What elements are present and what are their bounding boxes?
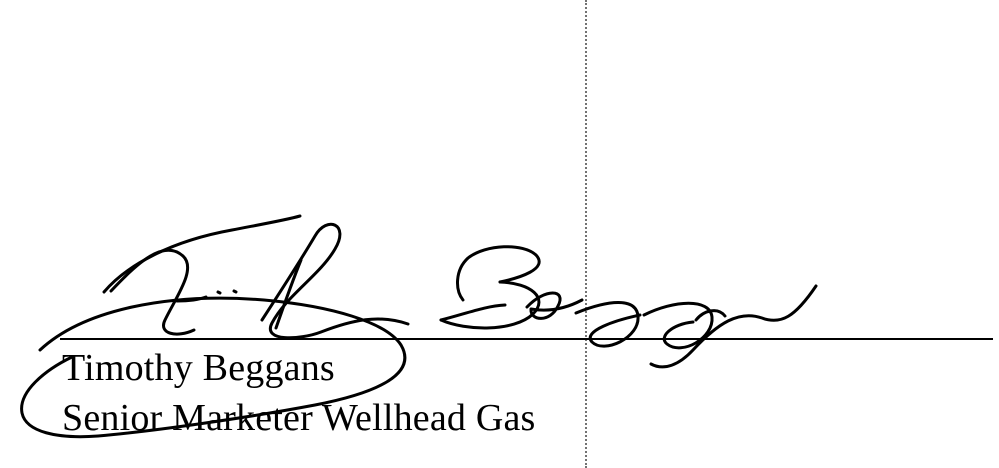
signature-b-connector	[441, 305, 505, 320]
signature-initial-t-stroke	[104, 216, 300, 292]
signature-initial-t-loop	[111, 250, 194, 334]
signature-dot-1	[218, 292, 220, 293]
signature-b-lower	[441, 282, 539, 328]
signer-name: Timothy Beggans	[62, 347, 335, 389]
signature-line	[60, 338, 993, 340]
signer-block	[62, 343, 622, 443]
signer-title: Senior Marketer Wellhead Gas	[62, 397, 536, 439]
signature-a-loop	[527, 293, 582, 318]
signature-h-loop	[262, 224, 408, 338]
signature-dot-2	[234, 291, 236, 292]
signature-b-spine	[458, 247, 540, 300]
